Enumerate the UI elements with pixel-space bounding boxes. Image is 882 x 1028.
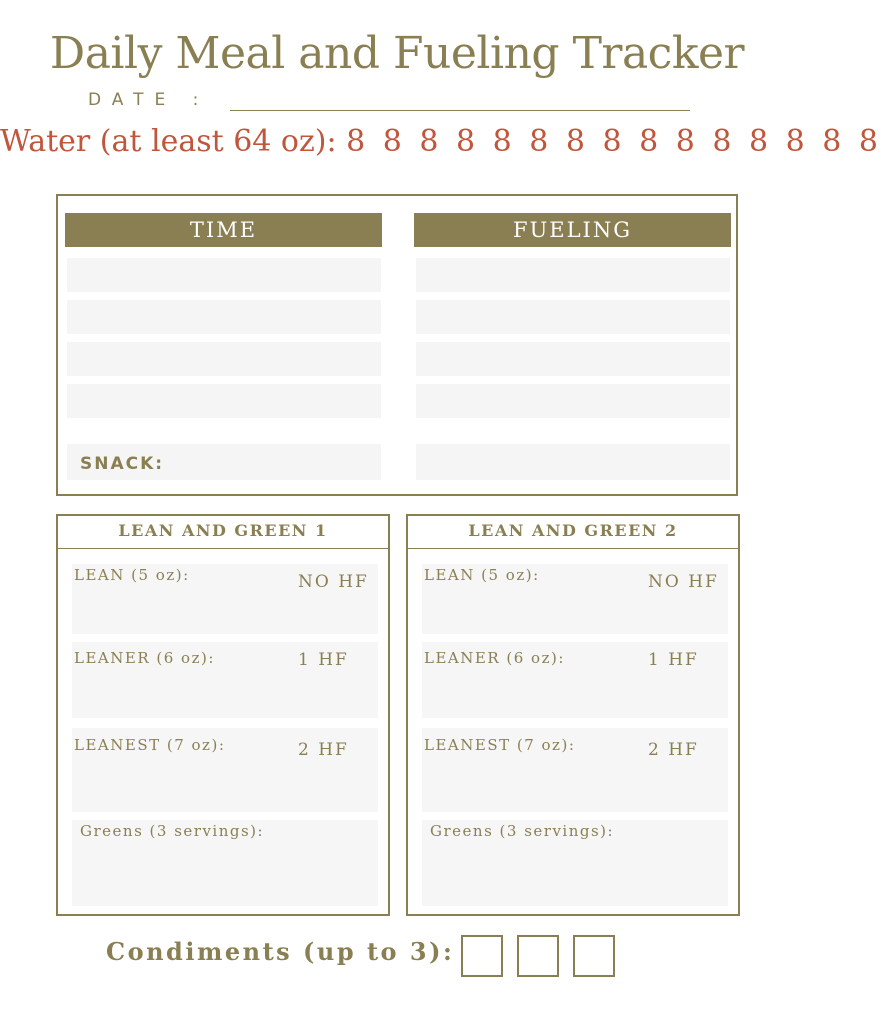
leaner-1-label: LEANER (6 oz): bbox=[74, 649, 215, 667]
leaner-2-hf: 1 HF bbox=[648, 650, 699, 670]
fueling-field-4[interactable] bbox=[416, 384, 730, 418]
lean-green-1-title: LEAN AND GREEN 1 bbox=[58, 516, 388, 549]
time-header: TIME bbox=[65, 213, 382, 247]
leaner-1-hf: 1 HF bbox=[298, 650, 349, 670]
lean-green-2-title: LEAN AND GREEN 2 bbox=[408, 516, 738, 549]
lean-1-hf: NO HF bbox=[298, 572, 369, 592]
leanest-2-label: LEANEST (7 oz): bbox=[424, 736, 576, 754]
snack-label: SNACK: bbox=[80, 454, 165, 474]
time-field-1[interactable] bbox=[67, 258, 381, 292]
snack-fueling-field[interactable] bbox=[416, 444, 730, 480]
condiment-checkbox-3[interactable] bbox=[573, 935, 615, 977]
greens-1-label: Greens (3 servings): bbox=[80, 822, 265, 840]
date-input-line[interactable] bbox=[230, 110, 690, 111]
time-field-2[interactable] bbox=[67, 300, 381, 334]
lean-1-label: LEAN (5 oz): bbox=[74, 566, 190, 584]
fueling-field-2[interactable] bbox=[416, 300, 730, 334]
leanest-2-hf: 2 HF bbox=[648, 740, 699, 760]
time-field-3[interactable] bbox=[67, 342, 381, 376]
leanest-1-label: LEANEST (7 oz): bbox=[74, 736, 226, 754]
water-checkboxes[interactable]: 8 8 8 8 8 8 8 8 8 8 8 8 8 8 8 bbox=[346, 124, 882, 159]
lean-2-label: LEAN (5 oz): bbox=[424, 566, 540, 584]
condiment-checkbox-2[interactable] bbox=[517, 935, 559, 977]
greens-2-label: Greens (3 servings): bbox=[430, 822, 615, 840]
fueling-header: FUELING bbox=[414, 213, 731, 247]
time-field-4[interactable] bbox=[67, 384, 381, 418]
leaner-2-label: LEANER (6 oz): bbox=[424, 649, 565, 667]
water-label: Water (at least 64 oz): bbox=[0, 124, 337, 159]
date-label: DATE : bbox=[88, 90, 210, 110]
lean-2-hf: NO HF bbox=[648, 572, 719, 592]
condiment-checkbox-1[interactable] bbox=[461, 935, 503, 977]
condiments-label: Condiments (up to 3): bbox=[106, 937, 455, 966]
lean-green-1-panel bbox=[56, 514, 390, 916]
meal-table bbox=[56, 194, 738, 496]
fueling-field-3[interactable] bbox=[416, 342, 730, 376]
fueling-field-1[interactable] bbox=[416, 258, 730, 292]
page-title: Daily Meal and Fueling Tracker bbox=[49, 28, 745, 79]
leanest-1-hf: 2 HF bbox=[298, 740, 349, 760]
lean-green-2-panel bbox=[406, 514, 740, 916]
water-tracker bbox=[0, 124, 882, 159]
